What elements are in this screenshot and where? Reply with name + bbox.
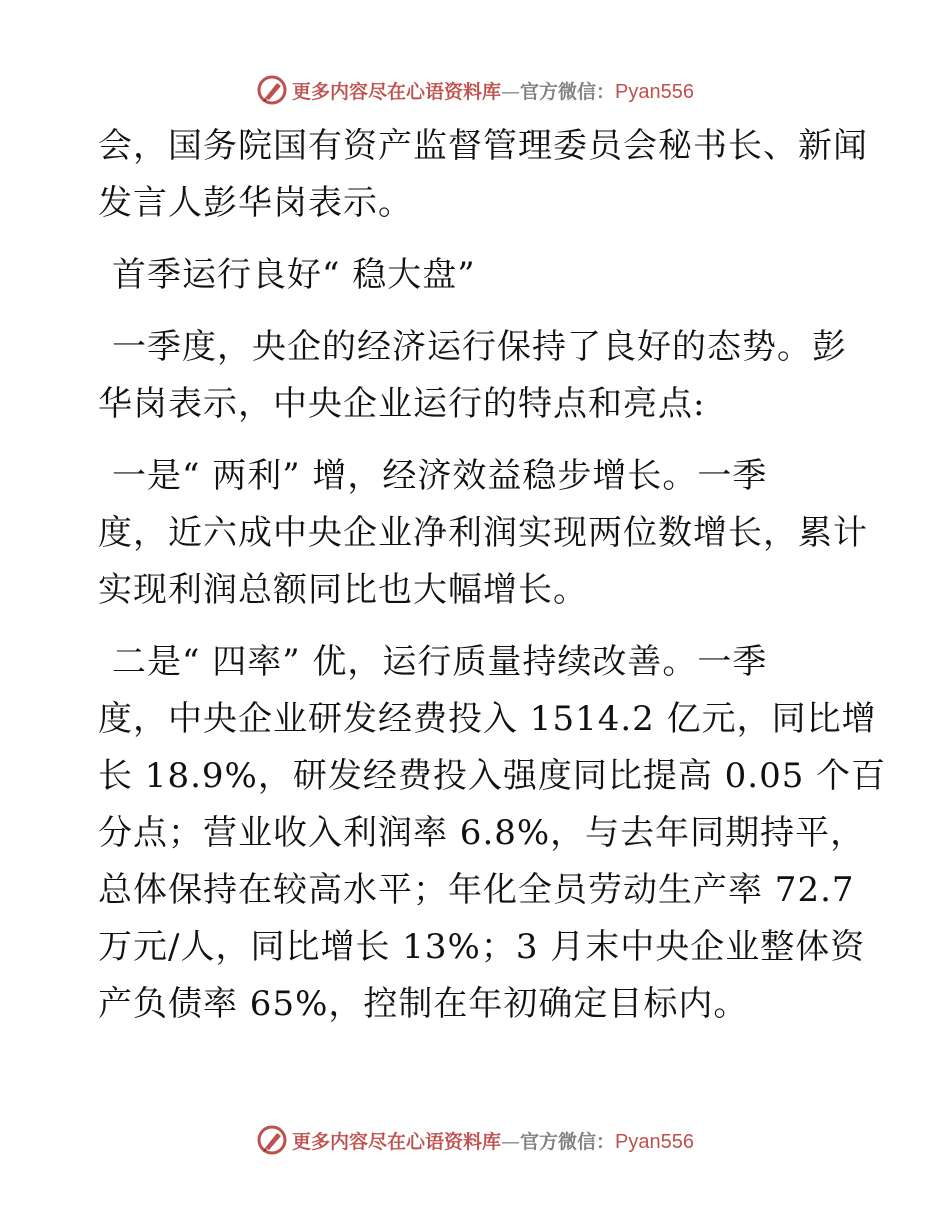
banner-wechat-label: 官方微信： [520, 1130, 616, 1153]
paragraph-point-two [98, 634, 887, 1033]
text-line: 总体保持在较高水平；年化全员劳动生产率 72.7 [98, 870, 855, 910]
paragraph-intro [98, 118, 868, 232]
text-line: 分点；营业收入利润率 6.8%，与去年同期持平， [98, 813, 866, 853]
section-heading [98, 247, 858, 304]
text-line: 实现利润总额同比也大幅增长。 [98, 570, 588, 610]
banner-text [292, 1127, 694, 1154]
banner-dash: — [501, 1130, 521, 1153]
text-line: 会，国务院国有资产监督管理委员会秘书长、新闻 [98, 126, 868, 166]
text-line: 产负债率 65%，控制在年初确定目标内。 [98, 984, 749, 1024]
heading-line: 首季运行良好“ 稳大盘” [112, 255, 476, 295]
text-line: 一是“ 两利” 增，经济效益稳步增长。一季 [112, 456, 768, 496]
banner-text [292, 77, 694, 104]
text-line: 发言人彭华岗表示。 [98, 183, 413, 223]
pen-logo-icon [256, 1124, 288, 1156]
paragraph-point-one [98, 448, 868, 619]
banner-wechat-label: 官方微信： [520, 80, 616, 103]
text-line: 华岗表示，中央企业运行的特点和亮点: [98, 384, 706, 424]
text-line: 长 18.9%，研发经费投入强度同比提高 0.05 个百 [98, 756, 887, 796]
text-line: 一季度，央企的经济运行保持了良好的态势。彭 [112, 327, 847, 367]
header-banner [0, 70, 950, 110]
pen-logo-icon [256, 74, 288, 106]
text-line: 度，近六成中央企业净利润实现两位数增长，累计 [98, 513, 868, 553]
banner-slogan: 更多内容尽在心语资料库 [292, 1130, 502, 1153]
banner-wechat-id: Pyan556 [615, 80, 694, 103]
paragraph-overview [98, 319, 858, 433]
footer-banner [0, 1120, 950, 1160]
banner-slogan: 更多内容尽在心语资料库 [292, 80, 502, 103]
banner-dash: — [501, 80, 521, 103]
text-line: 万元/人，同比增长 13%；3 月末中央企业整体资 [98, 927, 866, 967]
text-line: 度，中央企业研发经费投入 1514.2 亿元，同比增 [98, 699, 877, 739]
banner-wechat-id: Pyan556 [615, 1130, 694, 1153]
article-body [98, 118, 887, 1048]
text-line: 二是“ 四率” 优，运行质量持续改善。一季 [112, 642, 768, 682]
